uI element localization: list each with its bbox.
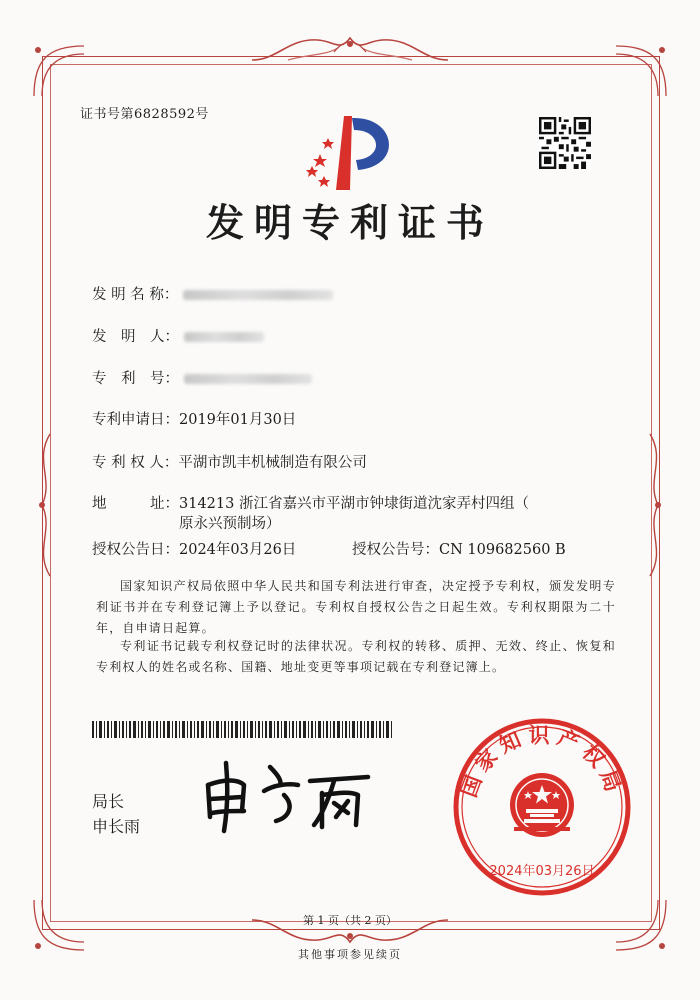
invention-name-label: 发 明 名 称：	[92, 287, 179, 303]
inventor-redacted	[184, 332, 264, 342]
left-ornament	[30, 430, 58, 580]
address-line-2: 原永兴预制场）	[179, 516, 281, 532]
director-name: 申长雨	[92, 817, 141, 836]
corner-ornament-tr	[612, 40, 672, 100]
patent-office-logo-icon	[300, 108, 410, 203]
invention-name-row	[92, 283, 333, 304]
patentee-row	[92, 451, 367, 472]
legal-status-paragraph: 专利证书记载专利权登记时的法律状况。专利权的转移、质押、无效、终止、恢复和专利权人的姓名或名称、国籍、地址变更等事项记载在专利登记簿上。	[96, 639, 616, 674]
grant-date-row	[92, 538, 296, 559]
barcode-icon	[92, 721, 392, 738]
filing-date-row	[92, 408, 296, 429]
grant-statement-paragraph: 国家知识产权局依照中华人民共和国专利法进行审查，决定授予专利权，颁发发明专利证书并在专利登记簿上予以登记。专利权自授权公告之日起生效。专利权期限为二十年，自申请日起算。	[96, 579, 616, 635]
grant-number-value: CN 109682560 B	[439, 542, 566, 558]
patentee-label: 专 利 权 人：	[92, 455, 179, 471]
top-ornament	[248, 30, 452, 66]
corner-ornament-tl	[28, 40, 88, 100]
filing-date-value: 2019年01月30日	[179, 412, 297, 428]
address-row	[92, 492, 529, 513]
patent-number-row	[92, 367, 312, 388]
grant-number-label: 授权公告号：	[352, 542, 439, 558]
grant-number-row	[352, 538, 566, 559]
patentee-value: 平湖市凯丰机械制造有限公司	[178, 455, 367, 471]
grant-date-label: 授权公告日：	[92, 542, 179, 558]
official-seal-icon	[452, 717, 632, 897]
invention-name-redacted	[183, 290, 333, 300]
seal-org-text: 国家知识产权局	[456, 723, 628, 801]
right-ornament	[642, 430, 670, 580]
continuation-note: 其他事项参见续页	[298, 948, 402, 961]
address-row-2	[179, 512, 281, 533]
patent-number-label: 专 利 号：	[92, 371, 179, 387]
inventor-label: 发 明 人：	[92, 329, 179, 345]
grant-date-value: 2024年03月26日	[179, 542, 297, 558]
patent-number-redacted	[184, 374, 312, 384]
address-line-1: 314213 浙江省嘉兴市平湖市钟埭街道沈家弄村四组（	[179, 496, 529, 512]
address-label: 地 址：	[92, 496, 179, 512]
seal-date-text: 2024年03月26日	[489, 864, 595, 879]
certificate-number: 证书号第6828592号	[80, 107, 209, 122]
document-title: 发明专利证书	[205, 201, 494, 245]
inventor-row	[92, 325, 264, 346]
director-title: 局长	[92, 792, 125, 811]
qr-code-icon	[539, 117, 591, 169]
page-number: 第 1 页（共 2 页）	[303, 914, 397, 927]
director-signature-icon	[198, 755, 373, 835]
filing-date-label: 专利申请日：	[92, 412, 179, 428]
